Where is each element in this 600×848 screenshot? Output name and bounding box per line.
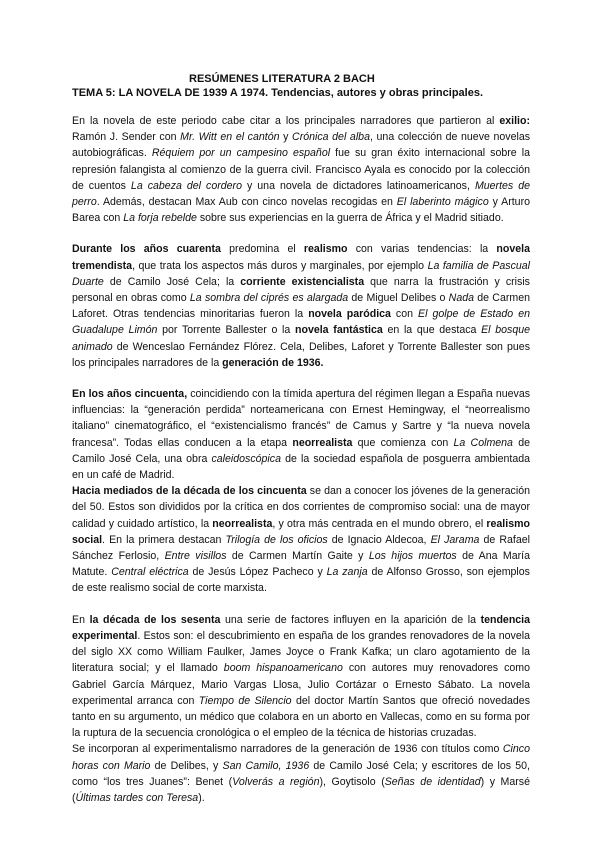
paragraph-forties: Durante los años cuarenta predomina el realismo con varias tendencias: la novela tremendista, que trata los aspectos más duros y marginales, por ejemplo La familia de Pascual Duarte de Camilo José Cela; la corriente existencialista que narra la frustración y crisis personal en obras como La sombra del ciprés es alargada de Miguel Delibes o Nada de Carmen Laforet. Otras tendencias minoritarias fueron la novela paródica con El golpe de Estado en Guadalupe Limón por Torrente Ballester o la novela fantástica en la que destaca El bosque animado de Wenceslao Fernández Flórez. Cela, Delibes, Laforet y Torrente Ballester son pues los principales narradores de la generación de 1936. (72, 243, 530, 369)
paragraph-experimentalism: Se incorporan al experimentalismo narradores de la generación de 1936 con títulos como Cinco horas con Mario de Delibes, y San Camilo, 1936 de Camilo José Cela; y escritores de los 50, como “los tres Juanes”: Benet (Volverás a región), Goytisolo (Señas de identidad) y Marsé (Últimas tardes con Teresa). (72, 743, 530, 804)
paragraph-sixties: En la década de los sesenta una serie de factores influyen en la aparición de la tendencia experimental. Estos son: el descubrimiento en españa de los grandes renovadores de la novela del siglo XX como William Faulker, James Joyce o Frank Kafka; un claro agotamiento de la literatura social; y el llamado boom hispanoamericano con autores muy renovadores como Gabriel García Márquez, Mario Vargas Llosa, Julio Cortázar o Ernesto Sábato. La novela experimental arranca con Tiempo de Silencio del doctor Martín Santos que ofreció novedades tanto en su argumento, un médico que colabora en un aborto en Vallecas, como en su forma por la ruptura de la secuencia cronológica o el empleo de la técnica de historias cruzadas. (72, 613, 531, 740)
topic-heading: TEMA 5: LA NOVELA DE 1939 A 1974. Tendencias, autores y obras principales. (72, 87, 484, 99)
paragraph-fifties: En los años cincuenta, coincidiendo con la tímida apertura del régimen llegan a España nuevas influencias: la “generación perdida” norteamericana con Ernest Hemingway, el “neorrealismo italiano” cinematográfico, el “existencialismo francés” de Camus y Sartre y “la nueva novela francesa”. Todas ellas conducen a la etapa neorrealista que comienza con La Colmena de Camilo José Cela, una obra caleidoscópica de la sociedad española de posguerra ambientada en un café de Madrid. (72, 388, 531, 482)
paragraph-exile: En la novela de este periodo cabe citar a los principales narradores que partieron al exilio: Ramón J. Sender con Mr. Witt en el cantón y Crónica del alba, una colección de nueve novelas autobiográficas. Réquiem por un campesino español fue su gran éxito internacional sobre la represión falangista al comienzo de la guerra civil. Francisco Ayala es conocido por la colección de cuentos La cabeza del cordero y una novela de dictadores latinoamericanos, Muertes de perro. Además, destacan Max Aub con cinco novelas recogidas en El laberinto mágico y Arturo Barea con La forja rebelde sobre sus experiencias en la guerra de África y el Madrid sitiado. (72, 115, 531, 225)
paragraph-mid-fifties: Hacia mediados de la década de los cincuenta se dan a conocer los jóvenes de la generación del 50. Estos son divididos por la crítica en dos corrientes de compromiso social: una de mayor calidad y cuidado artístico, la neorrealista, y otra más centrada en el mundo obrero, el realismo social. En la primera destacan Trilogía de los oficios de Ignacio Aldecoa, El Jarama de Rafael Sánchez Ferlosio, Entre visillos de Carmen Martín Gaite y Los hijos muertos de Ana María Matute. Central eléctrica de Jesús López Pacheco y La zanja de Alfonso Grosso, son ejemplos de este realismo social de corte marxista. (72, 485, 530, 595)
document-title: RESÚMENES LITERATURA 2 BACH (189, 73, 375, 85)
